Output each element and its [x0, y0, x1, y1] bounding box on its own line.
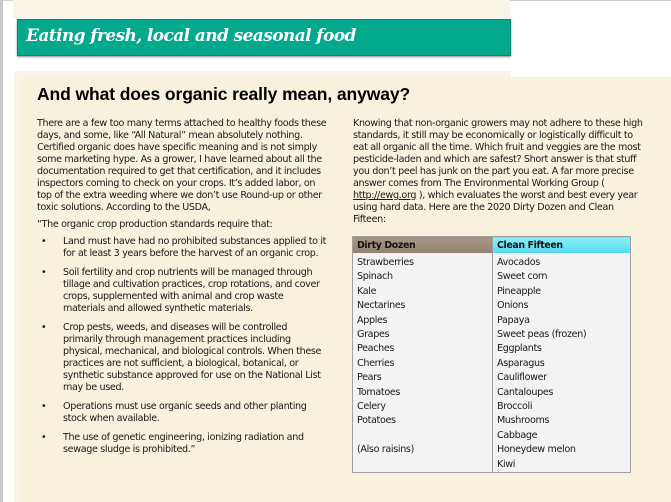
ewg-link[interactable]: http://ewg.org	[353, 190, 417, 201]
ewg-text-before: Knowing that non-organic growers may not adhere to these high standards, it still may be economically or logistically difficult to eat all organic all the time. Which fruit and veggies are the most pesticide-laden and which are safest? Short answer is that stuff you don’t peel has junk on the part you eat. A far more precise answer comes from The Environmental Working Group (	[353, 118, 643, 189]
clean-fifteen-cell: Broccoli	[497, 401, 533, 413]
ewg-paragraph	[353, 118, 643, 226]
banner-title: Eating fresh, local and seasonal food	[26, 26, 356, 46]
dirty-dozen-cell	[353, 458, 493, 473]
table-row	[353, 386, 631, 400]
table-row	[353, 400, 631, 414]
top-band	[13, 0, 510, 18]
table-row	[353, 357, 631, 371]
bullet-text: The use of genetic engineering, ionizing radiation and sewage sludge is prohibited.”	[63, 432, 304, 455]
dirty-dozen-cell: Cherries	[353, 357, 493, 371]
bullet-icon: •	[41, 236, 47, 247]
table-row	[353, 314, 631, 328]
clean-fifteen-cell: Kiwi	[497, 458, 516, 470]
dirty-dozen-cell: Spinach	[353, 270, 493, 284]
clean-fifteen-cell: Sweet peas (frozen)	[497, 329, 587, 341]
clean-fifteen-cell: Eggplants	[497, 343, 542, 355]
dirty-dozen-cell	[353, 429, 493, 443]
table-row	[353, 328, 631, 342]
bullet-icon: •	[41, 432, 47, 443]
dirty-dozen-cell: Strawberries	[353, 253, 493, 270]
table-row	[353, 458, 631, 473]
clean-fifteen-cell: Pineapple	[497, 285, 541, 297]
right-column	[353, 118, 643, 231]
table-row	[353, 371, 631, 385]
bullet-text: Operations must use organic seeds and other planting stock when available.	[63, 401, 307, 424]
table-row	[353, 342, 631, 356]
dirty-dozen-cell: Nectarines	[353, 299, 493, 313]
clean-fifteen-cell: Onions	[497, 300, 529, 312]
bullet-text: Soil fertility and crop nutrients will be managed through tillage and cultivation practices, crop rotations, and cover crops, supplemented with animal and crop waste materials and allowed synthetic materials.	[63, 267, 320, 314]
dirty-clean-table	[352, 236, 631, 473]
table-header-row	[353, 237, 631, 254]
table-row	[353, 299, 631, 313]
standards-list-item	[37, 236, 327, 260]
table-row	[353, 429, 631, 443]
dirty-dozen-cell: (Also raisins)	[353, 443, 493, 457]
ewg-text-after: ), which evaluates the worst and best every year using hard data. Here are the 2020 Dirty Dozen and Clean Fifteen:	[353, 190, 638, 225]
intro-paragraph: There are a few too many terms attached to healthy foods these days, and some, like “All Natural” mean absolutely nothing. Certified organic does have specific meaning and is not simply some marketing hype. As a grower, I have learned about all the documentation required to get that certification, and it includes inspectors coming to check on your crops. It’s added labor, on top of the extra weeding where we don’t use Round-up or other toxic solutions. According to the USDA,	[37, 118, 327, 213]
table-row	[353, 253, 631, 270]
clean-fifteen-cell: Avocados	[497, 257, 540, 268]
clean-fifteen-cell: Cauliflower	[497, 372, 547, 384]
dirty-dozen-cell: Peaches	[353, 342, 493, 356]
dirty-dozen-cell: Potatoes	[353, 414, 493, 428]
clean-fifteen-cell: Papaya	[497, 314, 530, 326]
quote-lead: “The organic crop production standards require that:	[37, 219, 273, 230]
bullet-icon: •	[41, 267, 47, 278]
dirty-dozen-cell: Apples	[353, 314, 493, 328]
standards-list-item	[37, 401, 327, 425]
table-row	[353, 270, 631, 284]
standards-list-item	[37, 432, 327, 456]
bullet-icon: •	[41, 401, 47, 412]
clean-fifteen-cell: Asparagus	[497, 357, 545, 369]
clean-fifteen-cell: Cantaloupes	[497, 386, 554, 398]
clean-fifteen-cell: Sweet corn	[497, 271, 548, 283]
standards-list-item	[37, 322, 327, 394]
clean-fifteen-cell: Honeydew melon	[497, 444, 576, 456]
table-row	[353, 414, 631, 428]
clean-fifteen-cell: Cabbage	[497, 429, 538, 441]
table-row	[353, 443, 631, 457]
dirty-dozen-cell: Tomatoes	[353, 386, 493, 400]
bullet-icon: •	[41, 322, 47, 333]
clean-fifteen-cell: Mushrooms	[497, 415, 550, 427]
left-column	[37, 118, 327, 463]
dirty-dozen-cell: Pears	[353, 371, 493, 385]
dirty-dozen-cell: Grapes	[353, 328, 493, 342]
standards-list	[37, 236, 327, 456]
page-left-edge	[0, 0, 3, 502]
dirty-dozen-cell: Kale	[353, 285, 493, 299]
bullet-text: Crop pests, weeds, and diseases will be controlled primarily through management practices including physical, mechanical, and biological controls. When these practices are not sufficient, a biological, botanical, or synthetic substance approved for use on the National List may be used.	[63, 322, 322, 393]
dirty-dozen-cell: Celery	[353, 400, 493, 414]
bullet-text: Land must have had no prohibited substances applied to it for at least 3 years before the harvest of an organic crop.	[63, 236, 327, 259]
clean-fifteen-header: Clean Fifteen	[493, 237, 631, 254]
standards-list-item	[37, 267, 327, 315]
section-banner	[17, 19, 511, 56]
article-headline: And what does organic really mean, anyway?	[37, 84, 411, 104]
dirty-dozen-header: Dirty Dozen	[353, 237, 493, 254]
table-row	[353, 285, 631, 299]
